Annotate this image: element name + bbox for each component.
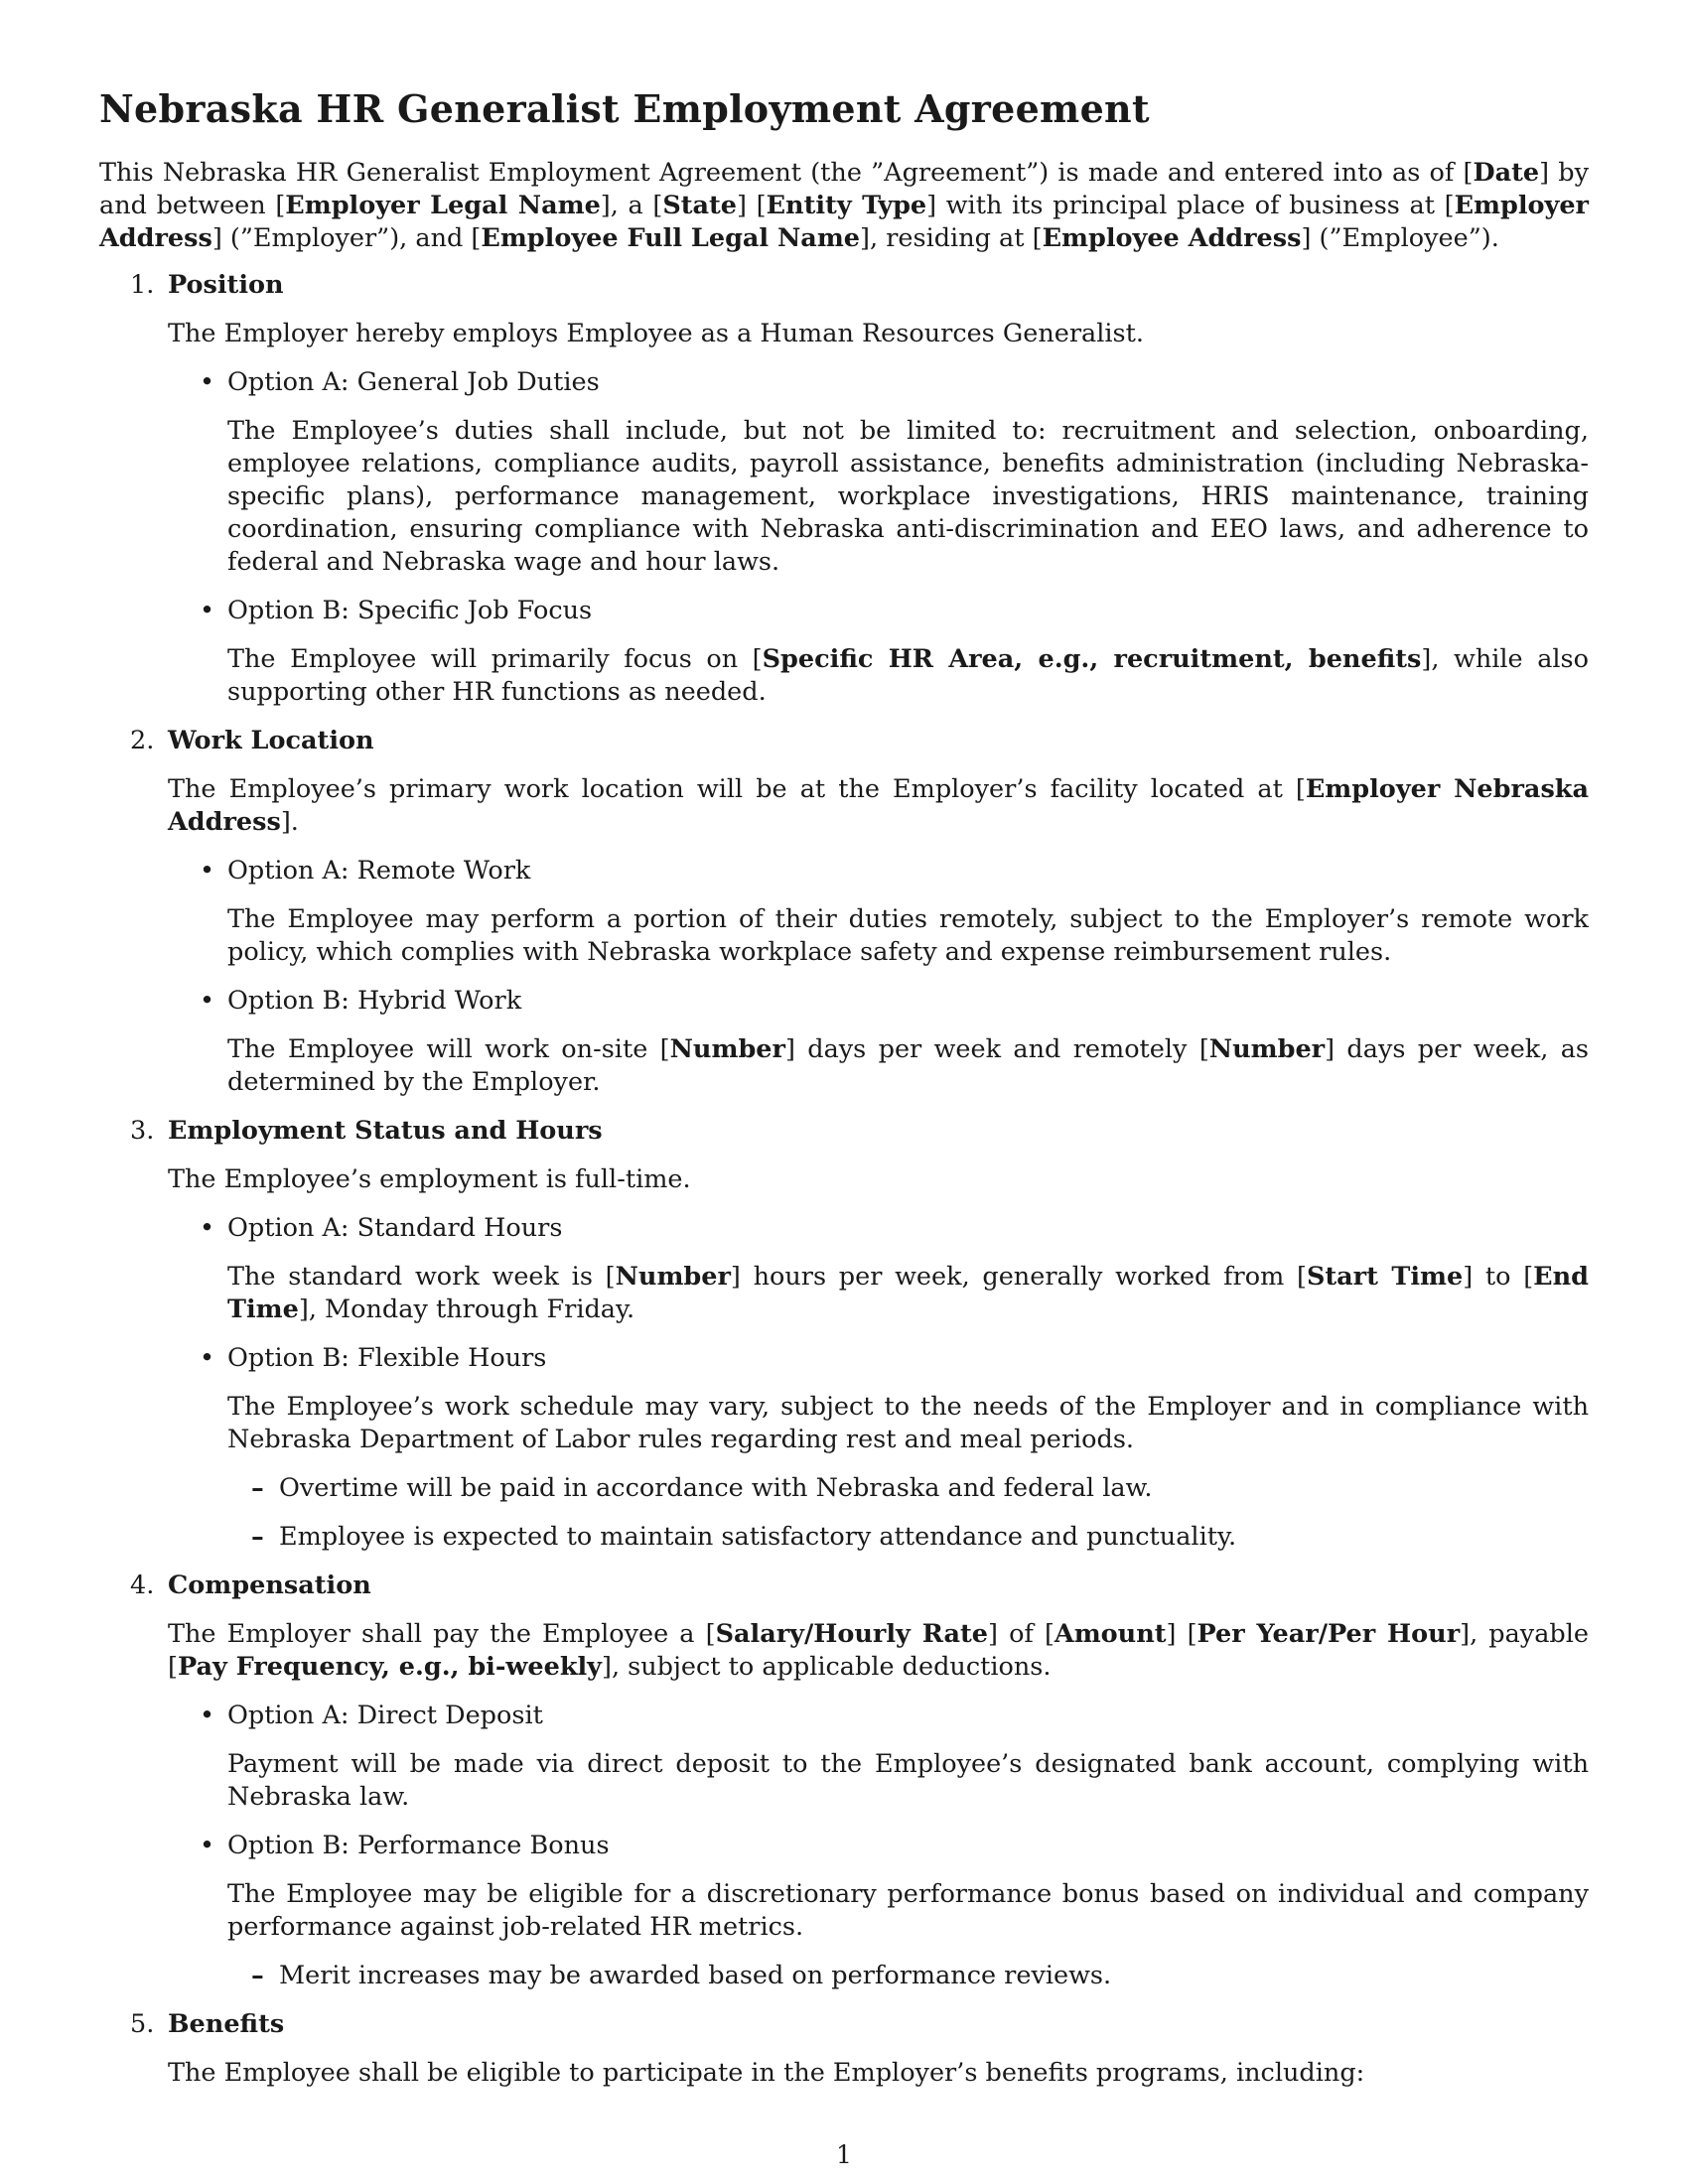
option-text: The Employee may perform a portion of their duties remotely, subject to the Employer’s remote work policy, which complies with Nebraska workplace safety and expense reimbursement rules.: [227, 904, 1589, 967]
option-label: • Option A: Direct Deposit: [227, 1700, 1589, 1732]
option-label: • Option B: Performance Bonus: [227, 1830, 1589, 1862]
section-number: 4.: [130, 1570, 155, 1600]
section-position: [99, 269, 1589, 709]
option-label: • Option A: Standard Hours: [227, 1212, 1589, 1245]
section-heading: Employment Status and Hours: [168, 1116, 603, 1146]
section-benefits: [99, 2008, 1589, 2090]
number-placeholder: Number: [615, 1262, 731, 1292]
end-time-placeholder: End Time: [227, 1262, 1589, 1324]
sub-item: – Overtime will be paid in accordance with Nebraska and federal law.: [227, 1472, 1589, 1505]
option-label: • Option A: Remote Work: [227, 855, 1589, 887]
employee-address-placeholder: Employee Address: [1042, 223, 1302, 253]
section-compensation: [99, 1570, 1589, 1992]
employee-name-placeholder: Employee Full Legal Name: [481, 223, 861, 253]
option-label: • Option B: Flexible Hours: [227, 1342, 1589, 1375]
intro-paragraph: This Nebraska HR Generalist Employment Agreement (the ”Agreement”) is made and entered into as of [Date] by and between [Employer Legal Name], a [State] [Entity Type] with its principal place of business at [Employer Address] (”Employer”), and [Employee Full Legal Name], residing at [Employee Address] (”Employee”).: [99, 158, 1589, 253]
option-label: • Option B: Hybrid Work: [227, 985, 1589, 1018]
section-number: 3.: [130, 1116, 155, 1146]
section-employment-status: [99, 1115, 1589, 1554]
rate-placeholder: Salary/Hourly Rate: [715, 1619, 989, 1649]
nebraska-address-placeholder: Employer Nebraska Address: [168, 774, 1589, 837]
option-text: Payment will be made via direct deposit to the Employee’s designated bank account, complying with Nebraska law.: [227, 1749, 1589, 1812]
employer-address-placeholder: Employer Address: [99, 191, 1589, 253]
document-page: [99, 85, 1589, 2106]
number-placeholder: Number: [1208, 1034, 1326, 1064]
section-number: 2.: [130, 726, 155, 755]
section-number: 1.: [130, 270, 155, 300]
document-title: Nebraska HR Generalist Employment Agreement: [99, 86, 1150, 131]
date-placeholder: Date: [1473, 158, 1540, 188]
number-placeholder: Number: [669, 1034, 785, 1064]
option-b: [168, 1830, 1589, 1992]
section-work-location: [99, 725, 1589, 1099]
page-number: 1: [836, 2140, 852, 2169]
section-body: The Employee shall be eligible to participate in the Employer’s benefits programs, including:: [168, 2058, 1365, 2088]
option-text: The Employee may be eligible for a discretionary performance bonus based on individual and company performance against job-related HR metrics.: [227, 1879, 1589, 1942]
option-a: [168, 1212, 1589, 1326]
option-text: The Employee will work on-site [Number] days per week and remotely [Number] days per week, as determined by the Employer.: [227, 1034, 1589, 1097]
option-text: The standard work week is [Number] hours per week, generally worked from [Start Time] to [End Time], Monday through Friday.: [227, 1262, 1589, 1324]
state-placeholder: State: [662, 191, 738, 220]
option-text: The Employee’s duties shall include, but not be limited to: recruitment and selection, onboarding, employee relations, compliance audits, payroll assistance, benefits administration (including Nebraska-specific plans), performance management, workplace investigations, HRIS maintenance, training coordination, ensuring compliance with Nebraska anti-discrimination and EEO laws, and adherence to federal and Nebraska wage and hour laws.: [227, 416, 1589, 577]
section-heading: Position: [168, 270, 284, 300]
option-text: The Employee’s work schedule may vary, subject to the needs of the Employer and in compliance with Nebraska Department of Labor rules regarding rest and meal periods.: [227, 1392, 1589, 1454]
section-body: The Employer hereby employs Employee as a Human Resources Generalist.: [168, 319, 1144, 348]
pay-frequency-placeholder: Pay Frequency, e.g., bi-weekly: [177, 1652, 603, 1682]
period-placeholder: Per Year/Per Hour: [1196, 1619, 1461, 1649]
option-text: The Employee will primarily focus on [Specific HR Area, e.g., recruitment, benefits], while also supporting other HR functions as needed.: [227, 644, 1589, 707]
employer-name-placeholder: Employer Legal Name: [285, 191, 601, 220]
option-label: • Option A: General Job Duties: [227, 366, 1589, 399]
section-body: The Employee’s primary work location will be at the Employer’s facility located at [Employer Nebraska Address].: [168, 774, 1589, 837]
option-a: [168, 366, 1589, 579]
sub-item: – Merit increases may be awarded based on performance reviews.: [227, 1960, 1589, 1992]
section-heading: Compensation: [168, 1570, 371, 1600]
option-b: [168, 595, 1589, 709]
entity-type-placeholder: Entity Type: [766, 191, 927, 220]
hr-area-placeholder: Specific HR Area, e.g., recruitment, benefits: [762, 644, 1422, 674]
option-b: [168, 985, 1589, 1099]
section-heading: Work Location: [168, 726, 374, 755]
section-body: The Employee’s employment is full-time.: [168, 1164, 691, 1194]
sub-item: – Employee is expected to maintain satisfactory attendance and punctuality.: [227, 1521, 1589, 1554]
amount-placeholder: Amount: [1054, 1619, 1167, 1649]
option-b: [168, 1342, 1589, 1554]
section-number: 5.: [130, 2009, 155, 2039]
option-a: [168, 855, 1589, 969]
section-body: The Employer shall pay the Employee a [Salary/Hourly Rate] of [Amount] [Per Year/Per Hour], payable [Pay Frequency, e.g., bi-weekly], subject to applicable deductions.: [168, 1619, 1589, 1682]
section-heading: Benefits: [168, 2009, 285, 2039]
option-label: • Option B: Specific Job Focus: [227, 595, 1589, 627]
option-a: [168, 1700, 1589, 1814]
start-time-placeholder: Start Time: [1306, 1262, 1464, 1292]
